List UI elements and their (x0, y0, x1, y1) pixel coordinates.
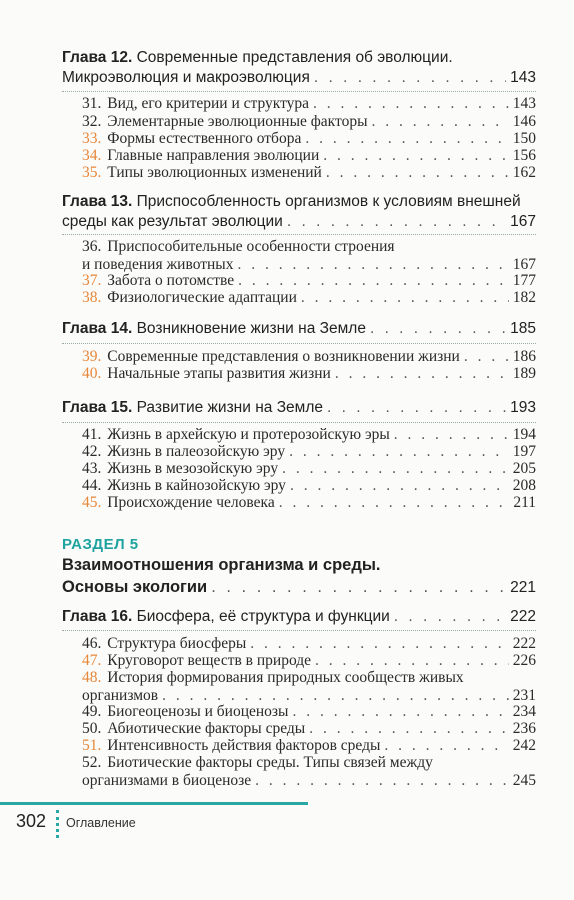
item-title: Забота о потомстве (107, 272, 235, 289)
toc-item-49[interactable] (82, 703, 536, 721)
leader-dots (279, 494, 510, 512)
item-number: 48. (82, 669, 102, 686)
chapter-12-page: 143 (510, 69, 536, 86)
toc-item-32[interactable] (82, 113, 536, 131)
item-title-line1: История формирования природных сообществ живых (107, 669, 464, 686)
section-5-title[interactable] (62, 554, 536, 599)
toc-item-45[interactable] (82, 494, 536, 512)
chapter-13-title-line1: Приспособленность организмов к условиям внешней (136, 193, 521, 210)
item-title: Жизнь в мезозойскую эру (107, 460, 279, 477)
leader-dots (305, 130, 508, 148)
footer-dotted-divider (56, 810, 59, 838)
chapter-12-line2 (62, 68, 536, 88)
item-title: Вид, его критерии и структура (107, 95, 310, 112)
item-title: Элементарные эволюционные факторы (107, 113, 368, 130)
toc-item-40[interactable] (82, 365, 536, 383)
item-title: Абиотические факторы среды (107, 720, 306, 737)
leader-dots (250, 635, 508, 653)
item-title: Биогеоценозы и биоценозы (107, 703, 289, 720)
toc-item-36[interactable] (82, 238, 536, 274)
item-page: 222 (512, 635, 536, 652)
divider (62, 422, 536, 423)
item-title: Жизнь в архейскую и протерозойскую эры (107, 426, 390, 443)
item-number: 33. (82, 130, 102, 147)
item-number: 46. (82, 635, 102, 652)
item-number: 49. (82, 703, 102, 720)
item-title-line2: и поведения животных (82, 256, 234, 273)
leader-dots (292, 703, 508, 721)
leader-dots (287, 212, 506, 232)
toc-item-44[interactable] (82, 477, 536, 495)
item-title-line1: Биотические факторы среды. Типы связей между (107, 754, 433, 771)
item-page: 245 (512, 772, 536, 789)
leader-dots (255, 772, 509, 790)
chapter-13-page: 167 (510, 213, 536, 230)
item-number: 45. (82, 494, 102, 511)
chapter-12-entry[interactable] (62, 48, 536, 88)
item-number: 41. (82, 426, 102, 443)
chapter-12-line1 (62, 48, 536, 68)
item-number: 51. (82, 737, 102, 754)
item-title: Происхождение человека (107, 494, 275, 511)
leader-dots (301, 289, 509, 307)
divider (62, 91, 536, 92)
chapter-12-title-line2: Микроэволюция и макроэволюция (62, 69, 310, 86)
item-title: Современные представления о возникновении жизни (107, 348, 460, 365)
item-page: 234 (512, 703, 536, 720)
section-5-page: 221 (510, 579, 536, 596)
toc-item-31[interactable] (82, 95, 536, 113)
item-number: 35. (82, 164, 102, 181)
item-page: 197 (512, 443, 536, 460)
chapter-14-label: Глава 14. (62, 320, 133, 337)
item-number: 52. (82, 754, 102, 771)
item-page: 167 (512, 256, 536, 273)
item-number: 47. (82, 652, 102, 669)
chapter-13-line2 (62, 212, 536, 232)
chapter-15-entry[interactable] (62, 398, 536, 418)
item-page: 150 (512, 130, 536, 147)
chapter-13-line1 (62, 192, 536, 212)
chapter-16-entry[interactable] (62, 607, 536, 627)
leader-dots (313, 95, 509, 113)
leader-dots (309, 720, 509, 738)
item-title: Круговорот веществ в природе (107, 652, 312, 669)
item-page: 182 (512, 289, 536, 306)
item-title: Интенсивность действия факторов среды (107, 737, 381, 754)
toc-item-34[interactable] (82, 147, 536, 165)
divider (62, 343, 536, 344)
toc-item-33[interactable] (82, 130, 536, 148)
item-page: 143 (512, 95, 536, 112)
item-number: 34. (82, 147, 102, 164)
leader-dots (326, 164, 509, 182)
chapter-13-entry[interactable] (62, 192, 536, 232)
toc-item-35[interactable] (82, 164, 536, 182)
item-title: Физиологические адаптации (107, 289, 297, 306)
leader-dots (282, 460, 509, 478)
leader-dots (372, 113, 509, 131)
item-number: 31. (82, 95, 102, 112)
section-5-label: РАЗДЕЛ 5 (62, 536, 139, 553)
item-page: 162 (512, 164, 536, 181)
leader-dots (464, 348, 509, 366)
section-5-title-line2: Основы экологии (62, 578, 208, 596)
item-number: 38. (82, 289, 102, 306)
item-title: Типы эволюционных изменений (107, 164, 322, 181)
toc-item-41[interactable] (82, 426, 536, 444)
toc-item-52[interactable] (82, 754, 536, 790)
divider (62, 234, 536, 235)
item-page: 208 (512, 477, 536, 494)
chapter-12-label: Глава 12. (62, 49, 133, 66)
leader-dots (290, 477, 509, 495)
leader-dots (315, 652, 509, 670)
toc-item-46[interactable] (82, 635, 536, 653)
item-number: 32. (82, 113, 102, 130)
item-title: Жизнь в палеозойскую эру (107, 443, 286, 460)
item-page: 205 (512, 460, 536, 477)
item-title: Жизнь в кайнозойскую эру (107, 477, 286, 494)
footer-rule (0, 802, 308, 805)
item-page: 231 (512, 687, 536, 704)
item-page: 189 (512, 365, 536, 382)
item-title: Структура биосферы (107, 635, 247, 652)
chapter-14-entry[interactable] (62, 319, 536, 339)
chapter-16-page: 222 (510, 608, 536, 625)
item-page: 242 (512, 737, 536, 754)
leader-dots (335, 365, 509, 383)
item-number: 40. (82, 365, 102, 382)
item-number: 42. (82, 443, 102, 460)
item-page: 236 (512, 720, 536, 737)
chapter-13-label: Глава 13. (62, 193, 133, 210)
section-5-title-line1: Взаимоотношения организма и среды. (62, 556, 381, 574)
leader-dots (394, 607, 506, 627)
item-page: 194 (512, 426, 536, 443)
chapter-16-title: Биосфера, её структура и функции (136, 608, 390, 625)
item-page: 146 (512, 113, 536, 130)
chapter-12-title-line1: Современные представления об эволюции. (136, 49, 453, 66)
item-page: 156 (512, 147, 536, 164)
chapter-15-page: 193 (510, 399, 536, 416)
item-number: 39. (82, 348, 102, 365)
chapter-16-label: Глава 16. (62, 608, 133, 625)
leader-dots (211, 576, 506, 598)
leader-dots (370, 319, 506, 339)
item-title-line1: Приспособительные особенности строения (107, 238, 395, 255)
item-number: 37. (82, 272, 102, 289)
running-head: Оглавление (66, 816, 136, 830)
chapter-15-label: Глава 15. (62, 399, 133, 416)
item-number: 36. (82, 238, 102, 255)
page-number: 302 (16, 811, 47, 831)
item-number: 43. (82, 460, 102, 477)
divider (62, 630, 536, 631)
leader-dots (394, 426, 509, 444)
item-number: 50. (82, 720, 102, 737)
toc-item-48[interactable] (82, 669, 536, 705)
item-number: 44. (82, 477, 102, 494)
toc-item-50[interactable] (82, 720, 536, 738)
item-title-line2: организмов (82, 687, 159, 704)
leader-dots (384, 737, 508, 755)
leader-dots (314, 68, 506, 88)
toc-item-38[interactable] (82, 289, 536, 307)
chapter-15-title: Развитие жизни на Земле (136, 399, 323, 416)
chapter-14-page: 185 (510, 320, 536, 337)
item-title: Формы естественного отбора (107, 130, 302, 147)
toc-item-43[interactable] (82, 460, 536, 478)
leader-dots (327, 398, 506, 418)
item-page: 211 (513, 494, 536, 511)
toc-item-39[interactable] (82, 348, 536, 366)
chapter-13-title-line2: среды как результат эволюции (62, 213, 283, 230)
item-title: Главные направления эволюции (107, 147, 320, 164)
toc-item-37[interactable] (82, 272, 536, 290)
leader-dots (323, 147, 508, 165)
item-title: Начальные этапы развития жизни (107, 365, 331, 382)
item-page: 226 (512, 652, 536, 669)
toc-item-51[interactable] (82, 737, 536, 755)
leader-dots (289, 443, 509, 461)
chapter-14-title: Возникновение жизни на Земле (136, 320, 366, 337)
item-title-line2: организмами в биоценозе (82, 772, 252, 789)
item-page: 177 (512, 272, 536, 289)
toc-item-42[interactable] (82, 443, 536, 461)
leader-dots (238, 272, 509, 290)
item-page: 186 (512, 348, 536, 365)
toc-item-47[interactable] (82, 652, 536, 670)
